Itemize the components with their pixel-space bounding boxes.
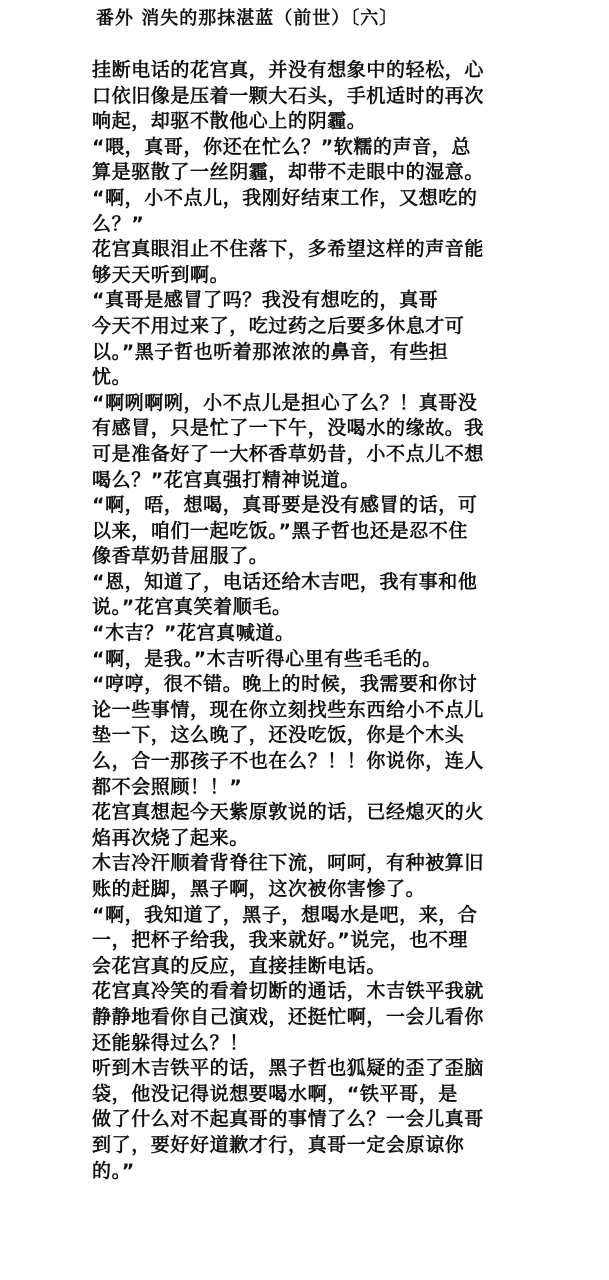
text-line: 以。”黑子哲也听着那浓浓的鼻音，有些担 xyxy=(92,340,449,363)
text-line: “啊，小不点儿，我刚好结束工作，又想吃的 xyxy=(92,186,478,209)
text-line: 口依旧像是压着一颗大石头，手机适时的再次 xyxy=(92,84,485,107)
text-line: 够天天听到啊。 xyxy=(92,263,230,286)
text-line: 到了，要好好道歉才行，真哥一定会原谅你 xyxy=(92,1133,465,1156)
text-line: 会花宫真的反应，直接挂断电话。 xyxy=(92,954,387,977)
text-line: 焰再次烧了起来。 xyxy=(92,826,249,849)
text-line: 今天不用过来了，吃过药之后要多休息才可 xyxy=(92,314,465,337)
text-line: 论一些事情，现在你立刻找些东西给小不点儿 xyxy=(92,698,485,721)
text-line: “哼哼，很不错。晚上的时候，我需要和你讨 xyxy=(92,673,478,696)
text-line: 响起，却驱不散他心上的阴霾。 xyxy=(92,110,367,133)
text-line: 垫一下，这么晚了，还没吃饭，你是个木头 xyxy=(92,724,465,747)
story-body xyxy=(92,58,592,1184)
text-line: 一，把杯子给我，我来就好。”说完，也不理 xyxy=(92,929,468,952)
text-line: 算是驱散了一丝阴霾，却带不走眼中的湿意。 xyxy=(92,161,485,184)
text-line: “啊，我知道了，黑子，想喝水是吧，来，合 xyxy=(92,903,478,926)
text-line: 像香草奶昔屈服了。 xyxy=(92,545,269,568)
text-line: “喂，真哥，你还在忙么？”软糯的声音，总 xyxy=(92,135,471,158)
text-line: 可是准备好了一大杯香草奶昔，小不点儿不想 xyxy=(92,442,485,465)
text-line: “啊，唔，想喝，真哥要是没有感冒的话，可 xyxy=(92,494,478,517)
text-line: “木吉？”花宫真喊道。 xyxy=(92,622,295,645)
text-line: 花宫真冷笑的看着切断的通话，木吉铁平我就 xyxy=(92,980,485,1003)
text-line: “恩，知道了，电话还给木吉吧，我有事和他 xyxy=(92,570,478,593)
text-line: 的。” xyxy=(92,1159,135,1182)
text-line: 花宫真眼泪止不住落下，多希望这样的声音能 xyxy=(92,238,485,261)
text-line: 还能躲得过么？！ xyxy=(92,1031,249,1054)
text-line: “啊咧啊咧，小不点儿是担心了么？！真哥没 xyxy=(92,391,478,414)
text-line: 么？” xyxy=(92,212,145,235)
text-line: 木吉冷汗顺着背脊往下流，呵呵，有种被算旧 xyxy=(92,852,485,875)
chapter-title: 番外 消失的那抹湛蓝（前世）〔六〕 xyxy=(96,8,399,29)
text-line: 花宫真想起今天紫原敦说的话，已经熄灭的火 xyxy=(92,801,485,824)
text-line: 以来，咱们一起吃饭。”黑子哲也还是忍不住 xyxy=(92,519,468,542)
text-line: 喝么？”花宫真强打精神说道。 xyxy=(92,468,360,491)
text-line: 挂断电话的花宫真，并没有想象中的轻松，心 xyxy=(92,59,485,81)
text-line: 说。”花宫真笑着顺毛。 xyxy=(92,596,292,619)
text-line: 有感冒，只是忙了一下午，没喝水的缘故。我 xyxy=(92,417,485,440)
text-line: 忧。 xyxy=(92,366,132,389)
text-line: 听到木吉铁平的话，黑子哲也狐疑的歪了歪脑 xyxy=(92,1057,485,1080)
text-line: “真哥是感冒了吗？我没有想吃的，真哥 xyxy=(92,289,439,312)
text-line: 袋，他没记得说想要喝水啊，“铁平哥，是 xyxy=(92,1082,458,1105)
text-line: 静静地看你自己演戏，还挺忙啊，一会儿看你 xyxy=(92,1005,485,1028)
text-line: 么，合一那孩子不也在么？！！你说你，连人 xyxy=(92,750,485,773)
text-line: 账的赶脚，黑子啊，这次被你害惨了。 xyxy=(92,878,426,900)
text-line: 都不会照顾！！” xyxy=(92,775,243,798)
text-line: 做了什么对不起真哥的事情了么？一会儿真哥 xyxy=(92,1108,485,1131)
text-line: “啊，是我。”木吉听得心里有些毛毛的。 xyxy=(92,647,442,670)
